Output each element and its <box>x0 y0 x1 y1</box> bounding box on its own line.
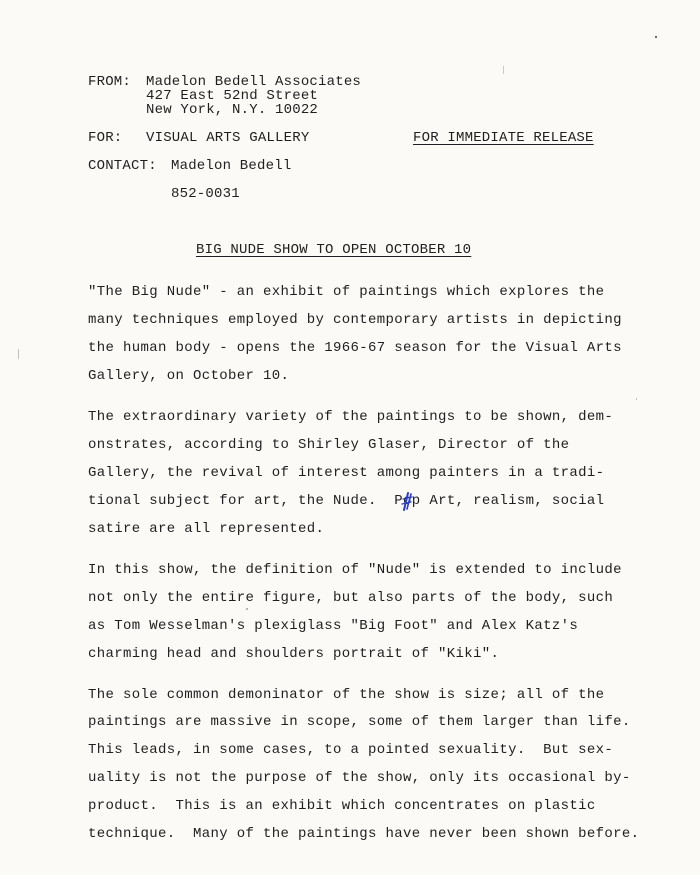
text-line: "The Big Nude" - an exhibit of paintings which explores the <box>88 284 605 300</box>
text-segment: tional subject for art, the Nude. Pop <box>88 493 421 509</box>
for-value: VISUAL ARTS GALLERY <box>146 130 310 146</box>
text-line: many techniques employed by contemporary artists in depicting <box>88 312 622 328</box>
paper-speck <box>636 398 637 400</box>
text-line: paintings are massive in scope, some of them larger than life. <box>88 714 631 730</box>
from-label: FROM: <box>88 74 132 90</box>
paper-speck <box>503 66 504 74</box>
text-line: Gallery, the revival of interest among painters in a tradi- <box>88 465 605 481</box>
text-line: This leads, in some cases, to a pointed sexuality. But sex- <box>88 742 614 758</box>
pen-correction-mark <box>401 490 413 512</box>
text-line: technique. Many of the paintings have never been shown before. <box>88 826 640 842</box>
text-line: charming head and shoulders portrait of "Kiki". <box>88 646 500 662</box>
text-line: In this show, the definition of "Nude" is extended to include <box>88 562 622 578</box>
text-line: The sole common demoninator of the show is size; all of the <box>88 687 605 703</box>
text-line: not only the entire figure, but also parts of the body, such <box>88 590 614 606</box>
for-label: FOR: <box>88 130 123 146</box>
headline: BIG NUDE SHOW TO OPEN OCTOBER 10 <box>196 242 472 258</box>
contact-label: CONTACT: <box>88 158 157 174</box>
paper-speck <box>246 608 248 610</box>
text-line: satire are all represented. <box>88 521 325 537</box>
text-line: Gallery, on October 10. <box>88 368 290 384</box>
contact-name: Madelon Bedell <box>171 158 292 174</box>
text-line: product. This is an exhibit which concentrates on plastic <box>88 798 596 814</box>
text-line: uality is not the purpose of the show, only its occasional by- <box>88 770 631 786</box>
text-line: the human body - opens the 1966-67 season for the Visual Arts <box>88 340 622 356</box>
from-line-1: Madelon Bedell Associates <box>146 74 362 90</box>
text-line: onstrates, according to Shirley Glaser, Director of the <box>88 437 570 453</box>
text-line: as Tom Wesselman's plexiglass "Big Foot" and Alex Katz's <box>88 618 579 634</box>
contact-phone: 852-0031 <box>171 186 240 202</box>
from-line-2: 427 East 52nd Street <box>146 88 319 104</box>
paper-speck <box>655 36 657 38</box>
text-segment: Art, realism, social <box>420 493 605 509</box>
text-line <box>88 493 604 509</box>
paper-speck <box>18 349 19 359</box>
release-note: FOR IMMEDIATE RELEASE <box>413 130 594 146</box>
from-line-3: New York, N.Y. 10022 <box>146 102 319 118</box>
text-line: The extraordinary variety of the paintings to be shown, dem- <box>88 409 614 425</box>
